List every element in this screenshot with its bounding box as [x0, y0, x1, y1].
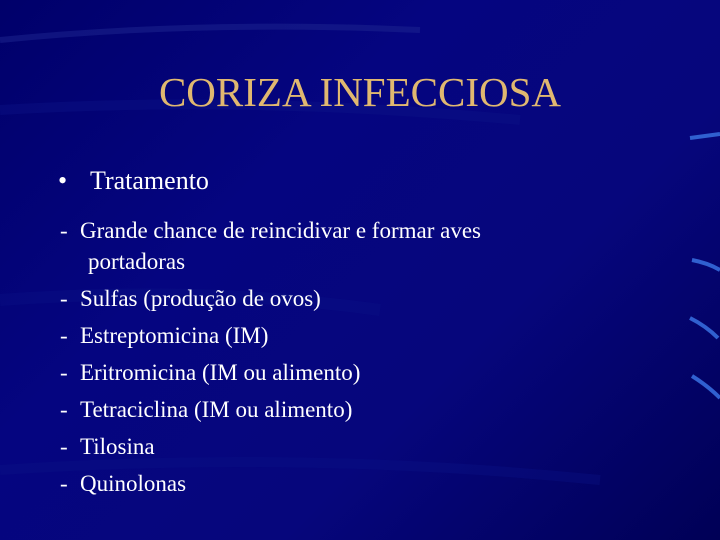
list-item — [60, 317, 700, 354]
list-item-text: Tetraciclina (IM ou alimento) — [80, 397, 353, 422]
list-item-text: Sulfas (produção de ovos) — [80, 286, 321, 311]
streak-top — [0, 27, 420, 40]
list-item-text: Quinolonas — [80, 471, 187, 496]
list-item — [60, 465, 700, 502]
list-item — [60, 428, 700, 465]
slide-title: CORIZA INFECCIOSA — [158, 69, 562, 115]
list-item-text: Estreptomicina (IM) — [80, 323, 269, 348]
dash-marker: - — [60, 286, 68, 311]
list-item-text: Grande chance de reincidivar e formar aves — [80, 218, 481, 243]
list-item-text: Tilosina — [80, 434, 155, 459]
treatment-list — [60, 212, 700, 502]
dash-marker: - — [60, 397, 68, 422]
list-item-text: portadoras — [88, 249, 186, 274]
list-item — [60, 391, 700, 428]
list-item — [60, 280, 700, 317]
bullet-icon: • — [58, 166, 68, 195]
dash-marker: - — [60, 434, 68, 459]
dash-marker: - — [60, 471, 68, 496]
edge-streak-1 — [690, 134, 720, 138]
bullet-tratamento — [58, 166, 209, 196]
dash-marker: - — [60, 360, 68, 385]
list-item-text: Eritromicina (IM ou alimento) — [80, 360, 361, 385]
bullet-text: Tratamento — [90, 166, 209, 195]
dash-marker: - — [60, 323, 68, 348]
list-item — [60, 354, 700, 391]
dash-marker: - — [60, 218, 68, 243]
